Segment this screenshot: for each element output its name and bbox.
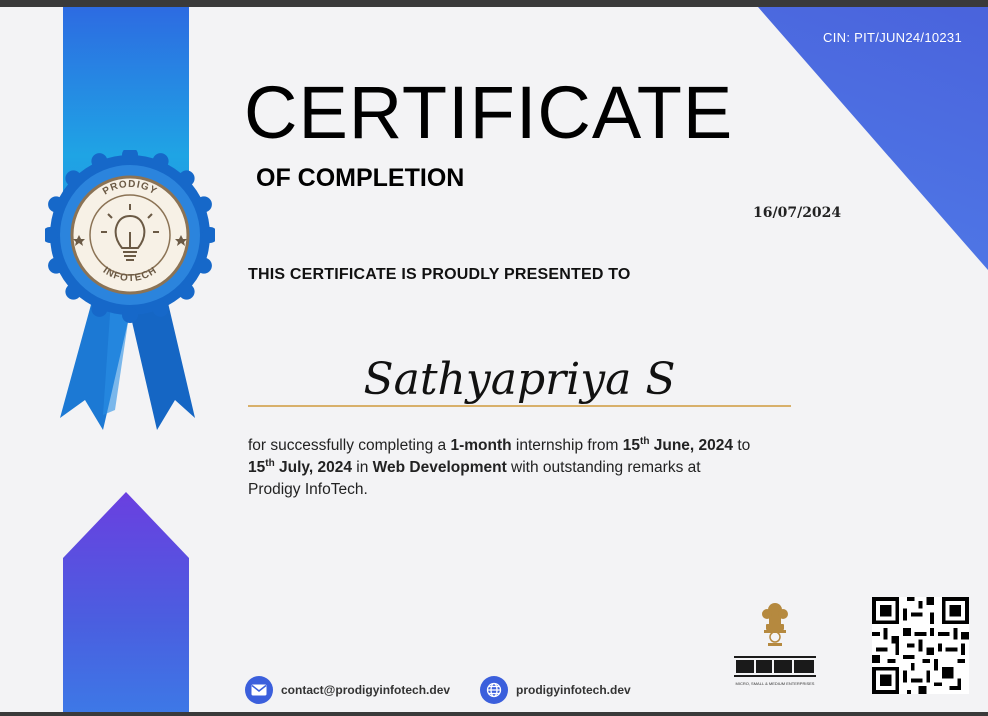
contact-email-text[interactable]: contact@prodigyinfotech.dev: [281, 683, 451, 697]
recipient-name: Sathyapriya S: [363, 354, 676, 405]
qr-code: [872, 597, 969, 694]
medal-top-text: PRODIGY: [100, 178, 160, 198]
issue-date: 16/07/2024: [753, 205, 842, 221]
name-underline: [248, 405, 791, 407]
contact-email[interactable]: [245, 676, 450, 704]
corner-triangle-decoration: [758, 7, 988, 270]
medal-bottom-text: INFOTECH: [100, 265, 160, 285]
certificate-subtitle: OF COMPLETION: [256, 164, 465, 192]
presented-to-heading: THIS CERTIFICATE IS PROUDLY PRESENTED TO: [248, 266, 631, 283]
contact-website-text[interactable]: prodigyinfotech.dev: [516, 683, 631, 697]
msme-tagline: MICRO, SMALL & MEDIUM ENTERPRISES: [735, 681, 815, 686]
ribbon-decoration-bottom: [63, 492, 189, 712]
award-medal: [45, 150, 215, 435]
contact-website[interactable]: [480, 676, 631, 704]
msme-logo: [732, 596, 818, 688]
top-border: [0, 0, 988, 7]
mail-icon: [245, 676, 273, 704]
bottom-border: [0, 712, 988, 716]
certificate-description: for successfully completing a 1-month internship from 15th June, 2024 to 15th July, 2024 in Web Development with outstanding remarks at Prodigy InfoTech.: [248, 435, 751, 498]
certificate-title: CERTIFICATE: [244, 71, 734, 154]
emblem-icon: [762, 603, 788, 646]
globe-icon: [480, 676, 508, 704]
certificate-cin: CIN: PIT/JUN24/10231: [823, 30, 962, 45]
